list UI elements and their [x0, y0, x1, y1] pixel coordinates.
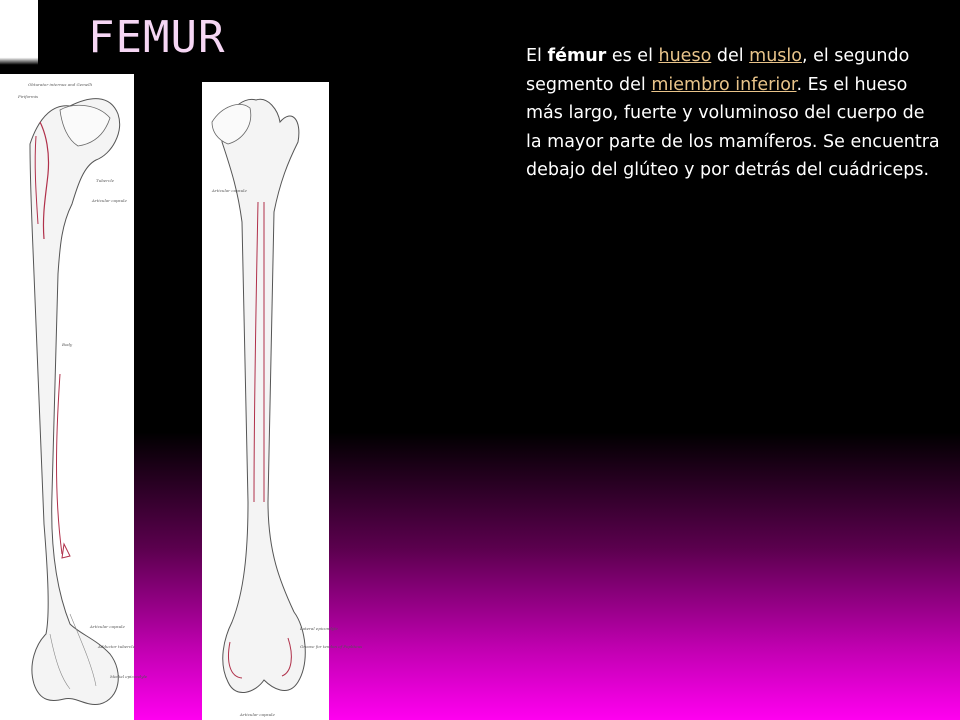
front-label-4: Articular capsule	[92, 198, 127, 203]
paragraph-text: del	[711, 46, 750, 66]
paragraph-text: El	[526, 46, 548, 66]
femur-anterior-image	[0, 74, 148, 720]
back-label-2: Lateral epicondyle	[300, 626, 338, 631]
bold-term: fémur	[547, 46, 607, 66]
back-label-1: Articular capsule	[212, 188, 247, 193]
paragraph-text: . Es el hueso más largo, fuerte y voluminoso del cuerpo de la mayor parte de los mamíferos. Se encuentra debajo del glúteo y por detrás del cuádriceps.	[526, 74, 940, 180]
front-label-6: Articular capsule	[90, 624, 125, 629]
paragraph-text: , el segundo segmento del	[526, 46, 910, 95]
paragraph-text: es el	[606, 46, 659, 66]
link-miembro-inferior[interactable]: miembro inferior	[651, 74, 797, 95]
link-muslo[interactable]: muslo	[749, 46, 802, 66]
femur-posterior-image	[202, 82, 363, 720]
back-label-4: Articular capsule	[240, 712, 275, 717]
back-label-3: Groove for tendon of Popliteus	[300, 644, 363, 649]
link-hueso[interactable]: hueso	[658, 46, 712, 66]
front-label-2: Piriformis	[18, 94, 39, 99]
front-label-5: Body	[62, 342, 73, 347]
description-paragraph	[526, 42, 944, 185]
front-label-8: Medial epicondyle	[110, 674, 148, 679]
slide-title: FEMUR	[88, 12, 226, 63]
front-label-1: Obturator internus and Gemelli	[28, 82, 93, 87]
front-label-3: Tubercle	[96, 178, 114, 183]
front-label-7: Adductor tubercle	[98, 644, 135, 649]
